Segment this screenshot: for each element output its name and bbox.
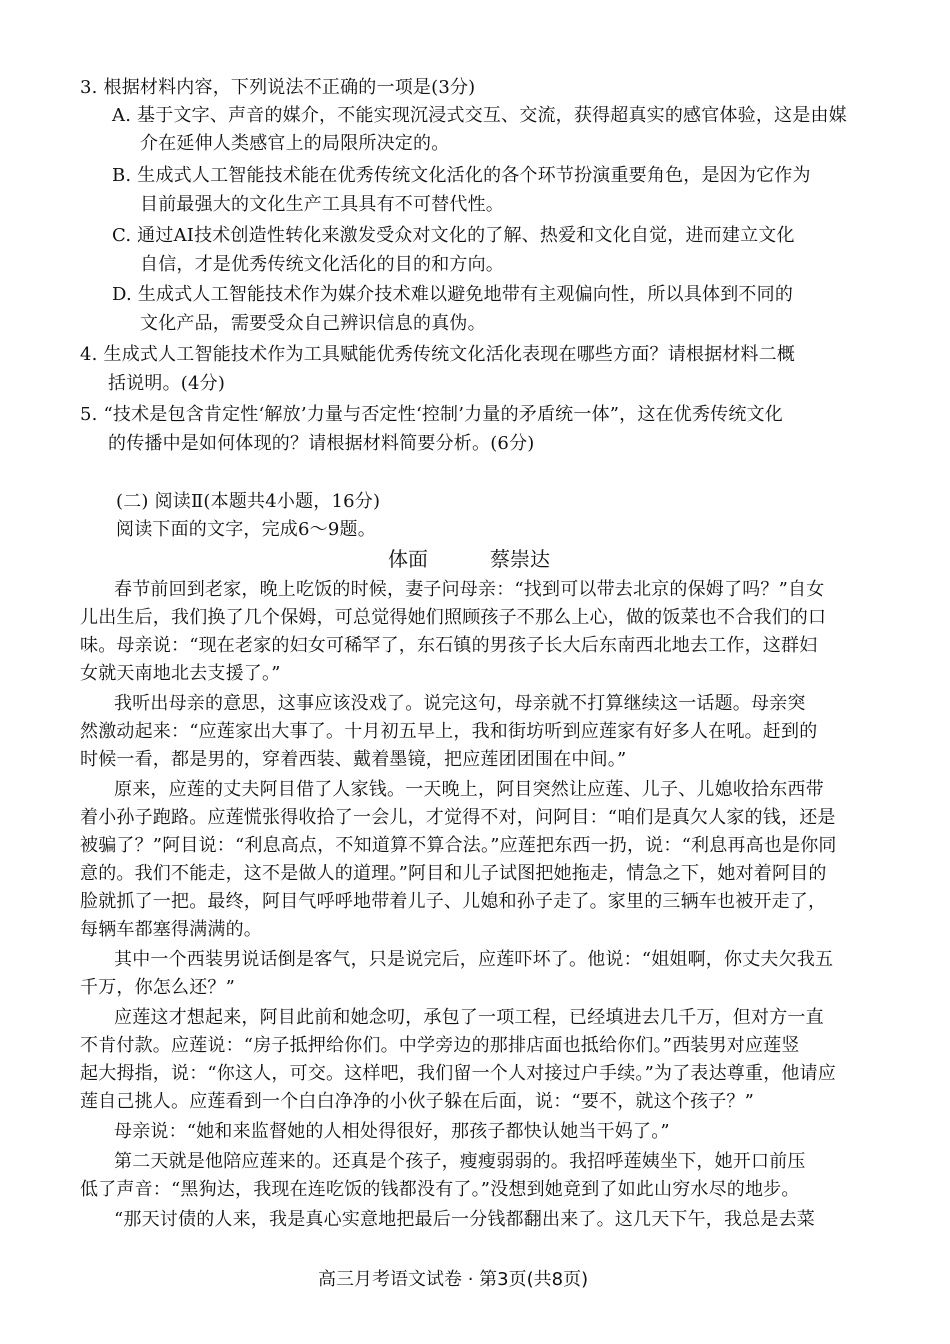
q3-option-a-line1: A. 基于文字、声音的媒介，不能实现沉浸式交互、交流，获得超真实的感官体验，这是由媒 [112, 105, 847, 126]
article-line: 时候一看，都是男的，穿着西装、戴着墨镜，把应莲团团围在中间。” [80, 749, 627, 770]
q3-option-a-line2: 介在延伸人类感官上的局限所决定的。 [140, 133, 450, 154]
q3-option-b-line2: 目前最强大的文化生产工具具有不可替代性。 [140, 194, 504, 215]
article-line: 着小孙子跑路。应莲慌张得收拾了一会儿，才觉得不对，问阿目：“咱们是真欠人家的钱，还是 [80, 807, 836, 828]
article-line: 千万，你怎么还？” [80, 977, 236, 998]
article-line: 起大拇指，说：“你这人，可交。这样吧，我们留一个人对接过户手续。”为了表达尊重，他请应 [80, 1063, 836, 1084]
article-line: 儿出生后，我们换了几个保姆，可总觉得她们照顾孩子不那么上心，做的饭菜也不合我们的口 [80, 607, 827, 628]
q4-line2: 括说明。(4分) [108, 373, 226, 394]
article-line: 女就天南地北去支援了。” [80, 663, 281, 684]
section-instruction: 阅读下面的文字，完成6～9题。 [116, 519, 376, 540]
article-line: 意的。我们不能走，这不是做人的道理。”阿目和儿子试图把她拖走，情急之下，她对着阿目的 [80, 863, 827, 884]
q3-stem: 3. 根据材料内容，下列说法不正确的一项是(3分) [80, 77, 476, 98]
q5-line1: 5. “技术是包含肯定性‘解放’力量与否定性‘控制’力量的矛盾统一体”，这在优秀传统文化 [80, 404, 783, 425]
q3-option-c-line2: 自信，才是优秀传统文化活化的目的和方向。 [140, 254, 504, 275]
q3-option-d-line1: D. 生成式人工智能技术作为媒介技术难以避免地带有主观偏向性，所以具体到不同的 [112, 284, 794, 305]
q4-line1: 4. 生成式人工智能技术作为工具赋能优秀传统文化活化表现在哪些方面？请根据材料二概 [80, 344, 796, 365]
article-line: 第二天就是他陪应莲来的。还真是个孩子，瘦瘦弱弱的。我招呼莲姨坐下，她开口前压 [114, 1151, 806, 1172]
q3-option-b-line1: B. 生成式人工智能技术能在优秀传统文化活化的各个环节扮演重要角色，是因为它作为 [112, 165, 811, 186]
article-title: 体面 [388, 547, 428, 571]
article-line: 其中一个西装男说话倒是客气，只是说完后，应莲吓坏了。他说：“姐姐啊，你丈夫欠我五 [114, 949, 834, 970]
article-line: “那天讨债的人来，我是真心实意地把最后一分钱都翻出来了。这几天下午，我总是去菜 [114, 1209, 815, 1230]
article-line: 味。母亲说：“现在老家的妇女可稀罕了，东石镇的男孩子长大后东南西北地去工作，这群妇 [80, 635, 818, 656]
article-line: 莲自己挑人。应莲看到一个白白净净的小伙子躲在后面，说：“要不，就这个孩子？” [80, 1091, 755, 1112]
article-line: 每辆车都塞得满满的。 [80, 919, 262, 940]
article-line: 低了声音：“黑狗达，我现在连吃饭的钱都没有了。”没想到她竟到了如此山穷水尽的地步。 [80, 1179, 800, 1200]
article-line: 然激动起来：“应莲家出大事了。十月初五早上，我和街坊听到应莲家有好多人在吼。赶到的 [80, 721, 818, 742]
page-footer: 高三月考语文试卷 · 第3页(共8页) [318, 1269, 589, 1290]
q5-line2: 的传播中是如何体现的？请根据材料简要分析。(6分) [108, 433, 535, 454]
article-author: 蔡崇达 [490, 547, 550, 571]
article-line: 被骗了？”阿目说：“利息高点，不知道算不算合法。”应莲把东西一扔，说：“利息再高也是你同 [80, 835, 837, 856]
article-line: 原来，应莲的丈夫阿目借了人家钱。一天晚上，阿目突然让应莲、儿子、儿媳收拾东西带 [114, 779, 824, 800]
section-heading: (二) 阅读Ⅱ(本题共4小题，16分) [116, 491, 381, 512]
q3-option-d-line2: 文化产品，需要受众自己辨识信息的真伪。 [140, 313, 486, 334]
article-line: 我听出母亲的意思，这事应该没戏了。说完这句，母亲就不打算继续这一话题。母亲突 [114, 693, 806, 714]
q3-option-c-line1: C. 通过AI技术创造性转化来激发受众对文化的了解、热爱和文化自觉，进而建立文化 [112, 225, 795, 246]
article-line: 应莲这才想起来，阿目此前和她念叨，承包了一项工程，已经填进去几千万，但对方一直 [114, 1007, 824, 1028]
article-line: 春节前回到老家，晚上吃饭的时候，妻子问母亲：“找到可以带去北京的保姆了吗？”自女 [114, 579, 825, 600]
article-line: 脸就抓了一把。最终，阿目气呼呼地带着儿子、儿媳和孙子走了。家里的三辆车也被开走了， [80, 891, 827, 912]
article-line: 不肯付款。应莲说：“房子抵押给你们。中学旁边的那排店面也抵给你们。”西装男对应莲竖 [80, 1035, 800, 1056]
article-line: 母亲说：“她和来监督她的人相处得很好，那孩子都快认她当干妈了。” [114, 1121, 670, 1142]
